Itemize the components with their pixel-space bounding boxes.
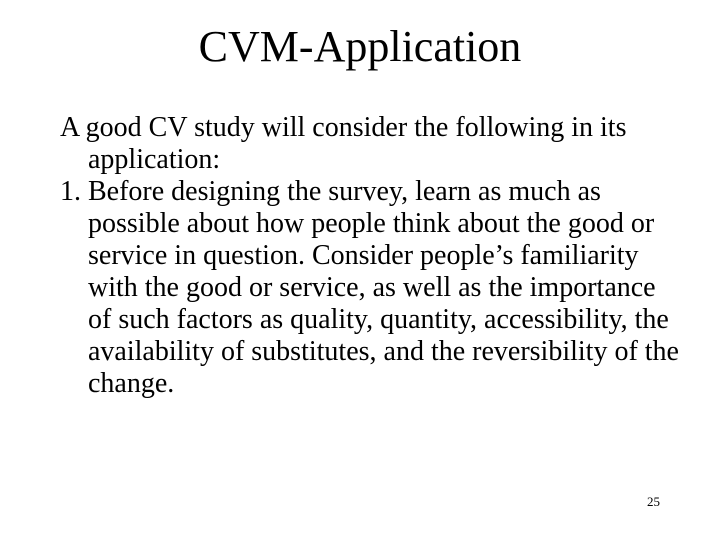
page-number: 25 [647,494,660,509]
intro-paragraph: A good CV study will consider the following in its application: [60,112,627,175]
slide-body [60,112,680,400]
point-1-paragraph: 1. Before designing the survey, learn as much as possible about how people think about the good or service in question. Consider people’s familiarity with the good or service, as well as the importance of such factors as quality, quantity, accessibility, the availability of substitutes, and the reversibility of the change. [60,176,679,399]
slide-title: CVM-Application [198,22,522,71]
